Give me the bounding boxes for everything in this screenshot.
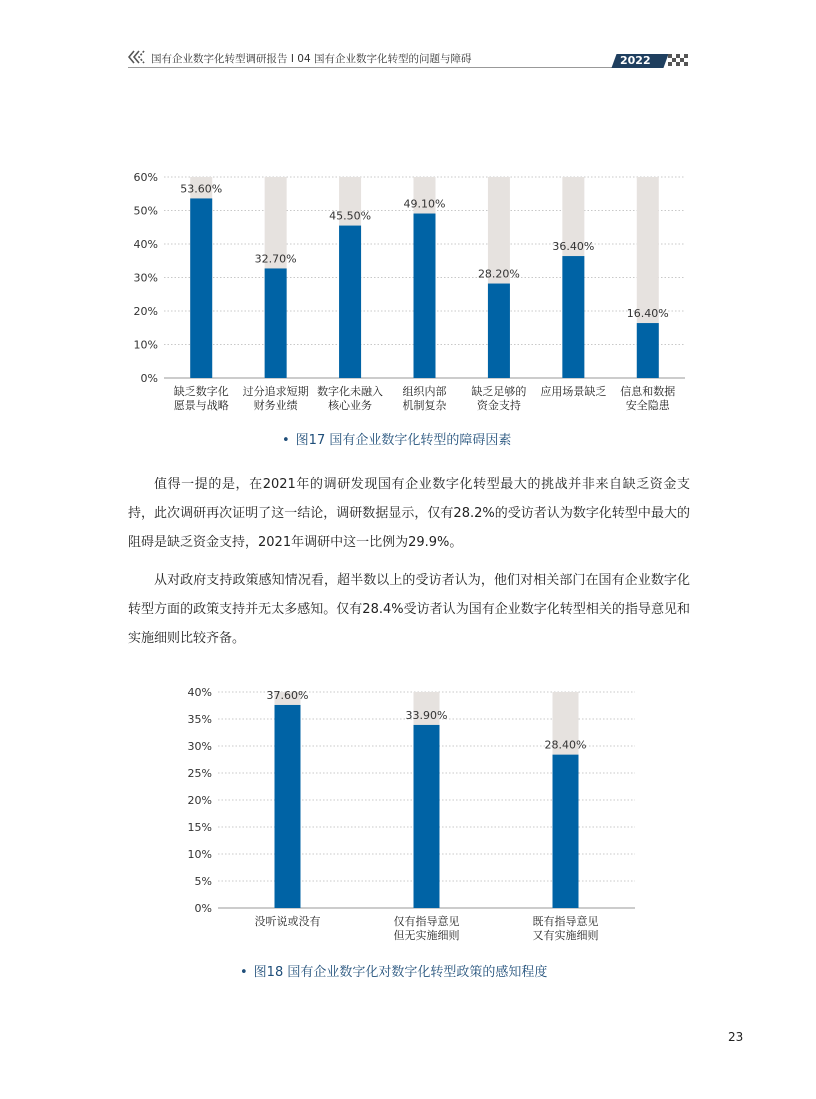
caption-bullet: • (240, 965, 248, 980)
data-label: 28.20% (477, 267, 520, 281)
y-tick-label: 40% (187, 686, 212, 699)
bar (637, 323, 659, 378)
data-label: 36.40% (552, 240, 595, 254)
x-tick-label: 应用场景缺乏 (540, 385, 607, 398)
y-tick-label: 30% (187, 740, 212, 753)
y-tick-label: 25% (187, 767, 212, 780)
figure18-chart (160, 675, 660, 955)
bar (265, 268, 287, 378)
report-logo-icon (128, 50, 146, 64)
bar (190, 198, 212, 378)
x-tick-label: 机制复杂 (402, 399, 447, 412)
x-tick-label: 但无实施细则 (393, 929, 460, 942)
y-tick-label: 20% (133, 305, 158, 318)
data-label: 45.50% (329, 209, 372, 223)
x-tick-label: 信息和数据 (620, 385, 676, 398)
bar (553, 755, 579, 908)
bar (562, 256, 584, 378)
x-tick-label: 又有实施细则 (532, 929, 599, 942)
x-tick-label: 财务业绩 (253, 399, 298, 412)
x-tick-label: 安全隐患 (625, 399, 670, 412)
figure17-caption (282, 429, 511, 448)
bar (275, 705, 301, 908)
figure18-caption-text: 图18 国有企业数字化对数字化转型政策的感知程度 (253, 965, 548, 980)
figure17-chart (120, 160, 700, 420)
bar (488, 284, 510, 378)
data-label: 53.60% (180, 182, 223, 196)
header-rule (128, 67, 648, 68)
data-label: 49.10% (403, 197, 446, 211)
y-tick-label: 20% (187, 794, 212, 807)
x-tick-label: 过分追求短期 (242, 385, 309, 398)
x-tick-label: 资金支持 (476, 399, 521, 412)
data-label: 28.40% (544, 738, 587, 752)
x-tick-label: 仅有指导意见 (393, 915, 460, 928)
x-tick-label: 愿景与战略 (173, 399, 229, 412)
y-tick-label: 50% (133, 204, 158, 218)
paragraph-2: 从对政府支持政策感知情况看，超半数以上的受访者认为，他们对相关部门在国有企业数字化转型方面的政策支持并无太多感知。仅有28.4%受访者认为国有企业数字化转型相关的指导意见和实施细则比较齐备。 (128, 573, 690, 646)
figure17-caption-text: 图17 国有企业数字化转型的障碍因素 (295, 433, 512, 448)
x-tick-label: 组织内部 (402, 385, 447, 398)
x-tick-label: 数字化未融入 (317, 385, 384, 398)
y-tick-label: 40% (133, 238, 158, 251)
data-label: 33.90% (405, 708, 448, 722)
y-tick-label: 35% (187, 713, 212, 726)
data-label: 32.70% (254, 252, 297, 266)
page-number: 23 (728, 1030, 744, 1044)
data-label: 37.60% (266, 688, 309, 702)
x-tick-label: 核心业务 (328, 399, 373, 412)
paragraph-1: 值得一提的是，在2021年的调研发现国有企业数字化转型最大的挑战并非来自缺乏资金支持，此次调研再次证明了这一结论，调研数据显示，仅有28.2%的受访者认为数字化转型中最大的阻碍是缺乏资金支持，2021年调研中这一比例为29.9%。 (128, 477, 690, 550)
bar (414, 725, 440, 908)
caption-bullet: • (282, 433, 290, 448)
y-tick-label: 0% (194, 902, 212, 915)
y-tick-label: 30% (133, 271, 158, 285)
y-tick-label: 0% (140, 372, 158, 385)
data-label: 16.40% (626, 307, 669, 321)
figure18-caption (240, 961, 547, 980)
page-header (128, 46, 690, 72)
bar (339, 226, 361, 378)
y-tick-label: 10% (133, 338, 158, 352)
y-tick-label: 60% (133, 171, 158, 184)
y-tick-label: 5% (194, 875, 212, 888)
x-tick-label: 既有指导意见 (532, 915, 599, 928)
y-tick-label: 15% (187, 821, 212, 834)
header-year: 2022 (620, 54, 651, 67)
figure17-svg (120, 160, 700, 420)
x-tick-label: 没听说或没有 (254, 915, 321, 928)
checker-pattern-icon (668, 54, 690, 68)
y-tick-label: 10% (187, 848, 212, 861)
bar (414, 214, 436, 378)
header-title: 国有企业数字化转型调研报告 I 04 国有企业数字化转型的问题与障碍 (151, 53, 472, 65)
x-tick-label: 缺乏数字化 (173, 385, 229, 398)
figure18-svg (160, 675, 660, 955)
x-tick-label: 缺乏足够的 (471, 385, 527, 398)
